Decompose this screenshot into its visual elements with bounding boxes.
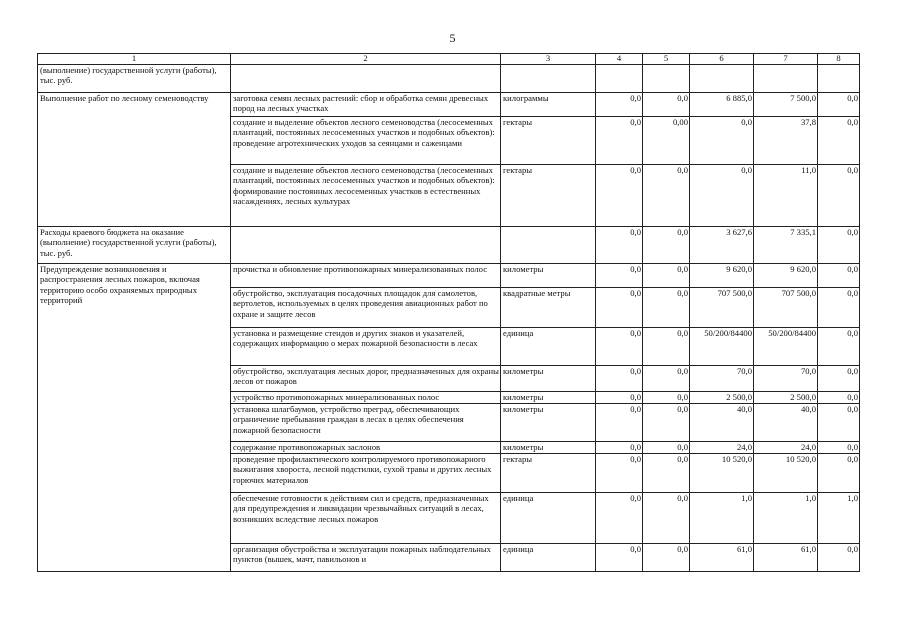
value-col8-cell: 0,0 [818,93,860,117]
column-header-1: 1 [38,54,231,65]
work-description-cell: устройство противопожарных минерализованных полос [231,392,501,404]
unit-cell: квадратные метры [501,288,596,328]
value-col6-cell: 10 520,0 [690,454,754,493]
value-col5-cell: 0,0 [643,493,690,544]
value-col7-cell [754,65,818,93]
value-col4-cell: 0,0 [596,264,643,288]
work-description-cell: установка и размещение стендов и других знаков и указателей, содержащих информацию о мерах пожарной безопасности в лесах [231,328,501,366]
work-description-cell: создание и выделение объектов лесного семеноводства (лесосеменных плантаций, постоянных лесосеменных участков и подобных объектов): проведение агротехнических уходов за сеянцами и саженцами [231,117,501,165]
value-col5-cell: 0,0 [643,227,690,264]
column-header-7: 7 [754,54,818,65]
activity-cell: Предупреждение возникновения и распространения лесных пожаров, включая территорию особо охраняемых природных территорий [38,264,231,572]
unit-cell: килограммы [501,93,596,117]
value-col5-cell: 0,0 [643,93,690,117]
value-col4-cell: 0,0 [596,288,643,328]
unit-cell: километры [501,366,596,392]
column-header-2: 2 [231,54,501,65]
value-col6-cell [690,65,754,93]
table-row [38,264,860,288]
work-description-cell: проведение профилактического контролируемого противопожарного выжигания хвороста, лесной подстилки, сухой травы и других лесных горючих материалов [231,454,501,493]
value-col8-cell: 0,0 [818,544,860,572]
value-col7-cell: 70,0 [754,366,818,392]
unit-cell: гектары [501,165,596,227]
column-header-5: 5 [643,54,690,65]
value-col4-cell: 0,0 [596,328,643,366]
value-col6-cell: 70,0 [690,366,754,392]
value-col4-cell: 0,0 [596,366,643,392]
activity-cell: Расходы краевого бюджета на оказание (выполнение) государственной услуги (работы), тыс. руб. [38,227,231,264]
work-description-cell: прочистка и обновление противопожарных минерализованных полос [231,264,501,288]
value-col4-cell: 0,0 [596,392,643,404]
value-col8-cell: 0,0 [818,117,860,165]
value-col8-cell: 0,0 [818,392,860,404]
table-header-row [38,54,860,65]
unit-cell [501,227,596,264]
unit-cell: гектары [501,117,596,165]
value-col5-cell: 0,0 [643,442,690,454]
value-col8-cell: 0,0 [818,404,860,442]
value-col6-cell: 61,0 [690,544,754,572]
value-col4-cell: 0,0 [596,117,643,165]
value-col6-cell: 3 627,6 [690,227,754,264]
value-col7-cell: 37,8 [754,117,818,165]
work-description-cell: организация обустройства и эксплуатации пожарных наблюдательных пунктов (вышек, мачт, павильонов и [231,544,501,572]
page-number: 5 [449,31,456,45]
value-col8-cell: 1,0 [818,493,860,544]
activity-cell: (выполнение) государственной услуги (работы), тыс. руб. [38,65,231,93]
value-col7-cell: 50/200/84400 [754,328,818,366]
value-col5-cell: 0,0 [643,544,690,572]
value-col6-cell: 1,0 [690,493,754,544]
work-description-cell: заготовка семян лесных растений: сбор и обработка семян древесных пород на лесных участках [231,93,501,117]
value-col7-cell: 10 520,0 [754,454,818,493]
value-col7-cell: 2 500,0 [754,392,818,404]
column-header-4: 4 [596,54,643,65]
value-col5-cell: 0,0 [643,165,690,227]
activity-cell: Выполнение работ по лесному семеноводству [38,93,231,227]
value-col7-cell: 40,0 [754,404,818,442]
value-col7-cell: 707 500,0 [754,288,818,328]
unit-cell: километры [501,404,596,442]
unit-cell [501,65,596,93]
value-col5-cell: 0,0 [643,328,690,366]
column-header-6: 6 [690,54,754,65]
value-col7-cell: 7 500,0 [754,93,818,117]
value-col5-cell: 0,0 [643,454,690,493]
value-col4-cell [596,65,643,93]
value-col7-cell: 24,0 [754,442,818,454]
unit-cell: километры [501,442,596,454]
value-col5-cell: 0,0 [643,264,690,288]
value-col8-cell: 0,0 [818,366,860,392]
value-col8-cell: 0,0 [818,264,860,288]
value-col8-cell: 0,0 [818,227,860,264]
value-col6-cell: 40,0 [690,404,754,442]
value-col5-cell: 0,00 [643,117,690,165]
value-col6-cell: 9 620,0 [690,264,754,288]
value-col6-cell: 50/200/84400 [690,328,754,366]
value-col4-cell: 0,0 [596,493,643,544]
work-description-cell [231,227,501,264]
budget-table [37,53,860,572]
value-col5-cell [643,65,690,93]
work-description-cell: содержание противопожарных заслонов [231,442,501,454]
unit-cell: единица [501,493,596,544]
value-col5-cell: 0,0 [643,366,690,392]
value-col7-cell: 61,0 [754,544,818,572]
table-row [38,227,860,264]
value-col8-cell: 0,0 [818,454,860,493]
value-col4-cell: 0,0 [596,442,643,454]
value-col6-cell: 0,0 [690,117,754,165]
column-header-8: 8 [818,54,860,65]
value-col5-cell: 0,0 [643,392,690,404]
value-col7-cell: 7 335,1 [754,227,818,264]
value-col7-cell: 9 620,0 [754,264,818,288]
value-col8-cell: 0,0 [818,328,860,366]
unit-cell: гектары [501,454,596,493]
value-col6-cell: 6 885,0 [690,93,754,117]
value-col8-cell: 0,0 [818,442,860,454]
column-header-3: 3 [501,54,596,65]
value-col4-cell: 0,0 [596,165,643,227]
value-col7-cell: 1,0 [754,493,818,544]
unit-cell: единица [501,328,596,366]
value-col4-cell: 0,0 [596,404,643,442]
value-col6-cell: 707 500,0 [690,288,754,328]
work-description-cell: создание и выделение объектов лесного семеноводства (лесосеменных плантаций, постоянных лесосеменных участков и подобных объектов): формирование постоянных лесосеменных участков в естественных насаждениях, лесных культурах [231,165,501,227]
value-col8-cell: 0,0 [818,165,860,227]
table-row [38,65,860,93]
work-description-cell: обустройство, эксплуатация посадочных площадок для самолетов, вертолетов, используемых в целях проведения авиационных работ по охране и защите лесов [231,288,501,328]
value-col7-cell: 11,0 [754,165,818,227]
value-col6-cell: 2 500,0 [690,392,754,404]
value-col4-cell: 0,0 [596,93,643,117]
unit-cell: километры [501,392,596,404]
table-row [38,93,860,117]
work-description-cell: обеспечение готовности к действиям сил и средств, предназначенных для предупреждения и ликвидации чрезвычайных ситуаций в лесах, возникших вследствие лесных пожаров [231,493,501,544]
value-col5-cell: 0,0 [643,288,690,328]
value-col5-cell: 0,0 [643,404,690,442]
value-col8-cell: 0,0 [818,288,860,328]
value-col4-cell: 0,0 [596,544,643,572]
work-description-cell: установка шлагбаумов, устройство преград, обеспечивающих ограничение пребывания граждан в лесах в целях обеспечения пожарной безопасности [231,404,501,442]
work-description-cell [231,65,501,93]
unit-cell: единица [501,544,596,572]
value-col8-cell [818,65,860,93]
unit-cell: километры [501,264,596,288]
value-col6-cell: 24,0 [690,442,754,454]
value-col4-cell: 0,0 [596,454,643,493]
work-description-cell: обустройство, эксплуатация лесных дорог, предназначенных для охраны лесов от пожаров [231,366,501,392]
value-col6-cell: 0,0 [690,165,754,227]
value-col4-cell: 0,0 [596,227,643,264]
